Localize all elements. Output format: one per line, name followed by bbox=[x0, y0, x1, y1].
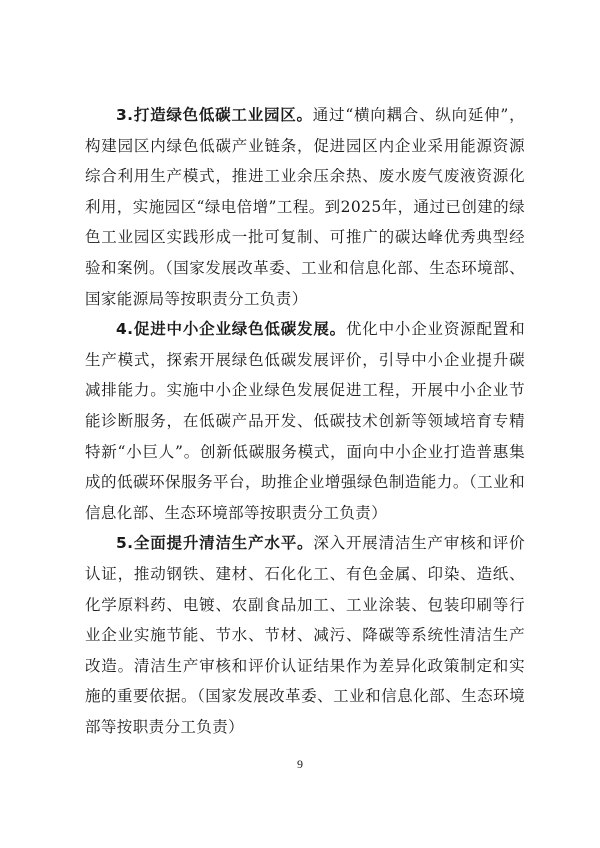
paragraph-text: 通过“横向耦合、纵向延伸”，构建园区内绿色低碳产业链条，促进园区内企业采用能源资源综合利用生产模式，推进工业余压余热、废水废气废液资源化利用，实施园区“绿电倍增”工程。到2025年，通过已创建的绿色工业园区实践形成一批可复制、可推广的碳达峰优秀典型经验和案例。（国家发展改革委、工业和信息化部、生态环境部、国家能源局等按职责分工负责） bbox=[85, 106, 525, 308]
paragraph-text: 深入开展清洁生产审核和评价认证，推动钢铁、建材、石化化工、有色金属、印染、造纸、化学原料药、电镀、农副食品加工、工业涂装、包装印刷等行业企业实施节能、节水、节材、减污、降碳等系统性清洁生产改造。清洁生产审核和评价认证结果作为差异化政策制定和实施的重要依据。（国家发展改革委、工业和信息化部、生态环境部等按职责分工负责） bbox=[85, 534, 526, 736]
paragraph-clean-production bbox=[85, 528, 525, 742]
paragraph-industrial-parks bbox=[85, 100, 525, 314]
paragraph-heading: 4.促进中小企业绿色低碳发展。 bbox=[116, 320, 346, 339]
paragraph-text: 优化中小企业资源配置和生产模式，探索开展绿色低碳发展评价，引导中小企业提升碳减排能力。实施中小企业绿色发展促进工程，开展中小企业节能诊断服务，在低碳产品开发、低碳技术创新等领域培育专精特新“小巨人”。创新低碳服务模式，面向中小企业打造普惠集成的低碳环保服务平台，助推企业增强绿色制造能力。（工业和信息化部、生态环境部等按职责分工负责） bbox=[85, 320, 525, 522]
paragraph-heading: 5.全面提升清洁生产水平。 bbox=[116, 534, 314, 553]
page-number: 9 bbox=[297, 757, 303, 771]
paragraph-heading: 3.打造绿色低碳工业园区。 bbox=[116, 106, 313, 124]
document-body bbox=[85, 100, 525, 742]
paragraph-sme-development bbox=[85, 314, 525, 528]
